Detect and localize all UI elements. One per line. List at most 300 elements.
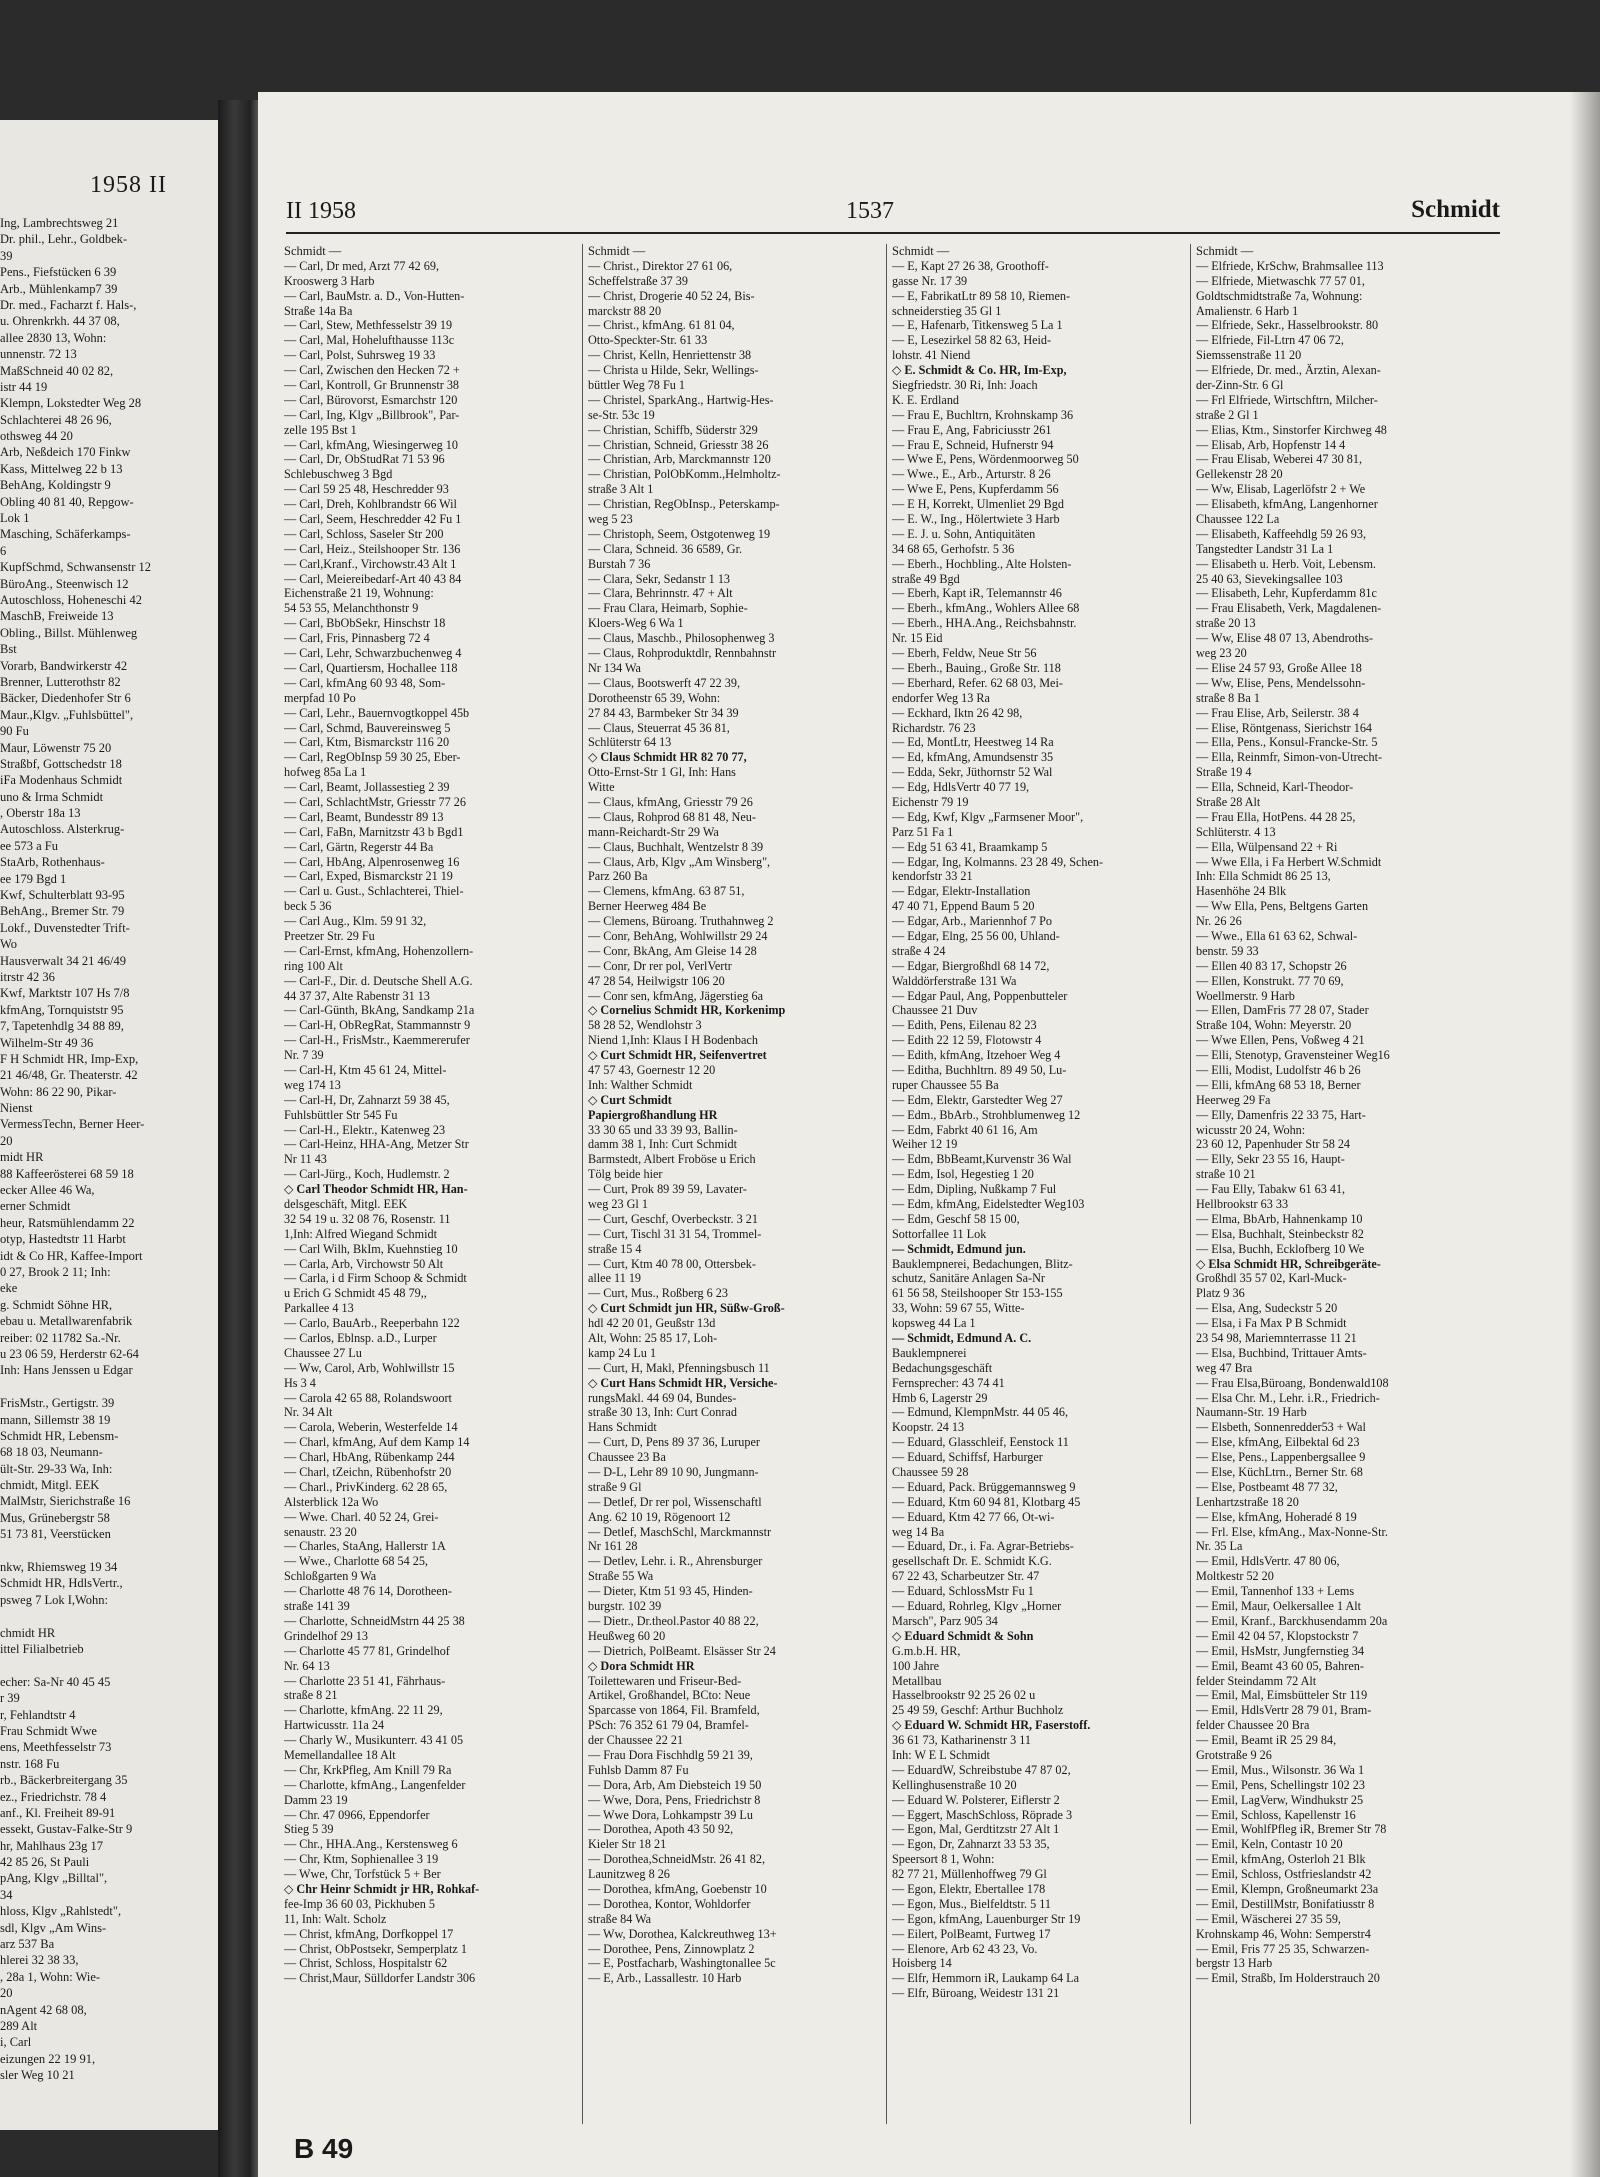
column-heading: Schmidt — — [588, 244, 646, 258]
left-page-line: Wilhelm-Str 49 36 — [0, 1035, 94, 1050]
directory-entry: — Chr. 47 0966, Eppendorfer — [284, 1807, 430, 1822]
directory-entry: — Wwe, Dora, Pens, Friedrichstr 8 — [588, 1792, 761, 1807]
directory-entry: 67 22 43, Scharbeutzer Str. 47 — [892, 1569, 1040, 1584]
left-page-line: Schmidt HR, Lebensm- — [0, 1428, 119, 1443]
directory-entry: Lenhartzstraße 18 20 — [1196, 1494, 1299, 1509]
directory-entry: ◇ E. Schmidt & Co. HR, Im-Exp, — [892, 363, 1067, 378]
directory-entry: Stieg 5 39 — [284, 1822, 334, 1837]
directory-entry: — Eduard, SchlossMstr Fu 1 — [892, 1584, 1034, 1599]
directory-entry: — Elfriede, Mietwaschk 77 57 01, — [1196, 273, 1365, 288]
left-page-line: uno & Irma Schmidt — [0, 789, 104, 804]
column-divider — [582, 244, 583, 2124]
directory-entry: Heerweg 29 Fa — [1196, 1092, 1271, 1107]
left-page-line: Kwf, Marktstr 107 Hs 7/8 — [0, 986, 130, 1001]
directory-entry: — Emil, DestillMstr, Bonifatiusstr 8 — [1196, 1896, 1375, 1911]
left-page-line: Masching, Schäferkamps- — [0, 527, 131, 542]
directory-entry: — Ella, Schneid, Karl-Theodor- — [1196, 780, 1354, 795]
left-page-line: Wo — [0, 937, 18, 952]
directory-entry: — Eduard W. Polsterer, Eiflerstr 2 — [892, 1792, 1060, 1807]
directory-entry: — Carl, Quartiersm, Hochallee 118 — [284, 660, 458, 675]
left-page-line: Dr. med., Facharzt f. Hals-, — [0, 297, 137, 312]
directory-entry: Schlüterstr. 4 13 — [1196, 824, 1276, 839]
directory-entry: ring 100 Alt — [284, 958, 343, 973]
directory-entry: — Carl-H., Elektr., Katenweg 23 — [284, 1122, 446, 1137]
directory-entry: — Ellen, Konstrukt. 77 70 69, — [1196, 973, 1344, 988]
directory-entry: Grotstraße 9 26 — [1196, 1747, 1272, 1762]
directory-entry: 23 60 12, Papenhuder Str 58 24 — [1196, 1137, 1351, 1152]
left-page-line: F H Schmidt HR, Imp-Exp, — [0, 1051, 139, 1066]
directory-entry: — Carl u. Gust., Schlachterei, Thiel- — [284, 884, 464, 899]
directory-entry: — Edgar, Biergroßhdl 68 14 72, — [892, 958, 1050, 973]
directory-entry: Metallbau — [892, 1673, 942, 1688]
directory-entry: — Carl, Kontroll, Gr Brunnenstr 38 — [284, 378, 460, 393]
directory-entry: — Ellen, DamFris 77 28 07, Stader — [1196, 1003, 1369, 1018]
directory-entry: Platz 9 36 — [1196, 1286, 1245, 1301]
left-page-line: eizungen 22 19 91, — [0, 2051, 96, 2066]
left-page-line — [0, 1608, 214, 1624]
directory-entry: schneiderstieg 35 Gl 1 — [892, 303, 1002, 318]
directory-entry: — Elisab, Arb, Hopfenstr 14 4 — [1196, 437, 1346, 452]
directory-entry: — Elsa, Buchhalt, Steinbeckstr 82 — [1196, 1226, 1364, 1241]
directory-entry: Preetzer Str. 29 Fu — [284, 928, 375, 943]
directory-entry: 23 54 98, Mariemnterrasse 11 21 — [1196, 1331, 1357, 1346]
directory-entry: — Ww, Carol, Arb, Wohlwillstr 15 — [284, 1360, 455, 1375]
directory-entry: Weiher 12 19 — [892, 1137, 958, 1152]
directory-entry: — Emil, Mus., Wilsonstr. 36 Wa 1 — [1196, 1762, 1365, 1777]
left-page-line: StaArb, Rothenhaus- — [0, 855, 105, 870]
directory-entry: — Elisabeth, kfmAng, Langenhorner — [1196, 497, 1378, 512]
directory-entry: — Eduard, Pack. Brüggemannsweg 9 — [892, 1479, 1076, 1494]
directory-entry: allee 11 19 — [588, 1271, 642, 1286]
left-page-line: Frau Schmidt Wwe — [0, 1723, 97, 1738]
directory-entry: — Ww, Dorothea, Kalckreuthweg 13+ — [588, 1926, 777, 1941]
directory-entry: straße 4 24 — [892, 943, 946, 958]
page-edge-shadow — [1570, 92, 1600, 2177]
left-page-line: 289 Alt — [0, 2018, 38, 2033]
left-page-line: Inh: Hans Jenssen u Edgar — [0, 1363, 133, 1378]
directory-entry: — Elfriede, KrSchw, Brahmsallee 113 — [1196, 258, 1384, 273]
directory-entry: — Edg, Kwf, Klgv „Farmsener Moor", — [892, 809, 1084, 824]
directory-entry: — Elsa, i Fa Max P B Schmidt — [1196, 1316, 1347, 1331]
directory-entry: — Emil, Kranf., Barckhusendamm 20a — [1196, 1613, 1388, 1628]
left-page-line: r 39 — [0, 1691, 20, 1706]
directory-entry: 47 57 43, Goernestr 12 20 — [588, 1062, 716, 1077]
directory-entry: — Edgar, Arb., Mariennhof 7 Po — [892, 914, 1052, 929]
directory-entry: — Elsa, Buchbind, Trittauer Amts- — [1196, 1345, 1367, 1360]
directory-entry: Eichenstr 79 19 — [892, 794, 969, 809]
directory-entry: Hasenhöhe 24 Blk — [1196, 884, 1287, 899]
directory-entry: Straße 55 Wa — [588, 1569, 654, 1584]
left-page-line: echer: Sa-Nr 40 45 45 — [0, 1674, 111, 1689]
directory-entry: — Charl, tZeichn, Rübenhofstr 20 — [284, 1465, 452, 1480]
left-page-line: 90 Fu — [0, 724, 29, 739]
left-page-line: VermessTechn, Berner Heer- — [0, 1117, 145, 1132]
left-page-line: r, Fehlandtstr 4 — [0, 1707, 76, 1722]
directory-entry: — Carl, Exped, Bismarckstr 21 19 — [284, 869, 453, 884]
left-page-line: pAng, Klgv „Billtal", — [0, 1871, 108, 1886]
directory-entry: — E. J. u. Sohn, Antiquitäten — [892, 526, 1036, 541]
directory-entry: hdl 42 20 01, Geußstr 13d — [588, 1316, 716, 1331]
directory-entry: — Elise, Röntgenass, Sierichstr 164 — [1196, 720, 1373, 735]
directory-entry: — Charlotte 45 77 81, Grindelhof — [284, 1643, 450, 1658]
directory-entry: — Charles, StaAng, Hallerstr 1A — [284, 1539, 446, 1554]
directory-entry: — Chr, KrkPfleg, Am Knill 79 Ra — [284, 1762, 452, 1777]
directory-entry: — Dietr., Dr.theol.Pastor 40 88 22, — [588, 1613, 759, 1628]
directory-entry: 54 53 55, Melanchthonstr 9 — [284, 601, 419, 616]
directory-entry: ◇ Claus Schmidt HR 82 70 77, — [588, 750, 747, 765]
left-page-line: midt HR — [0, 1150, 44, 1165]
directory-entry: — Clemens, Büroang. Truthahnweg 2 — [588, 914, 774, 929]
column-heading: Schmidt — — [284, 244, 342, 258]
directory-entry: Toilettewaren und Friseur-Bed- — [588, 1673, 742, 1688]
directory-entry: Krohnskamp 46, Wohn: Semperstr4 — [1196, 1926, 1371, 1941]
directory-entry: Ang. 62 10 19, Rögenoort 12 — [588, 1509, 731, 1524]
directory-entry: — Carl, Gärtn, Regerstr 44 Ba — [284, 839, 434, 854]
directory-entry: 25 40 63, Sievekingsallee 103 — [1196, 571, 1343, 586]
directory-entry: — Emil, Beamt iR 25 29 84, — [1196, 1733, 1337, 1748]
directory-entry: straße 9 Gl — [588, 1479, 642, 1494]
left-page-line: Nienst — [0, 1101, 33, 1116]
directory-entry: — Ww Ella, Pens, Beltgens Garten — [1196, 899, 1369, 914]
directory-entry: — Eberh., kfmAng., Wohlers Allee 68 — [892, 601, 1080, 616]
directory-entry: mann-Reichardt-Str 29 Wa — [588, 824, 719, 839]
directory-entry: felder Steindamm 72 Alt — [1196, 1673, 1317, 1688]
directory-entry: — Wwe Ella, i Fa Herbert W.Schmidt — [1196, 854, 1382, 869]
directory-entry: Scheffelstraße 37 39 — [588, 273, 688, 288]
directory-entry: — Frau Dora Fischhdlg 59 21 39, — [588, 1747, 753, 1762]
directory-entry: — Carl, Stew, Methfesselstr 39 19 — [284, 318, 453, 333]
left-page-line: ee 179 Bgd 1 — [0, 871, 67, 886]
left-page-line: nkw, Rhiemsweg 19 34 — [0, 1560, 118, 1575]
left-page-line: ecker Allee 46 Wa, — [0, 1183, 95, 1198]
directory-entry: — Dieter, Ktm 51 93 45, Hinden- — [588, 1584, 753, 1599]
directory-entry: — Elisabeth, Lehr, Kupferdamm 81c — [1196, 586, 1377, 601]
directory-entry: — Ella, Wülpensand 22 + Ri — [1196, 839, 1338, 854]
directory-entry: 11, Inh: Walt. Scholz — [284, 1911, 387, 1926]
directory-entry: Nr 11 43 — [284, 1152, 327, 1167]
directory-entry: — Edith 22 12 59, Flotowstr 4 — [892, 1033, 1042, 1048]
directory-entry: senaustr. 23 20 — [284, 1524, 357, 1539]
directory-entry: Nr. 26 26 — [1196, 914, 1242, 929]
directory-entry: — Eberh., Hochbling., Alte Holsten- — [892, 556, 1072, 571]
left-page-line: eke — [0, 1281, 18, 1296]
directory-entry: — Carl, Schmd, Bauvereinsweg 5 — [284, 720, 451, 735]
directory-entry: Papiergroßhandlung HR — [588, 1107, 718, 1122]
directory-entry: — Ww, Elise 48 07 13, Abendroths- — [1196, 631, 1374, 646]
directory-entry: Nr 134 Wa — [588, 660, 641, 675]
directory-entry: marckstr 88 20 — [588, 303, 662, 318]
directory-entry: G.m.b.H. HR, — [892, 1643, 961, 1658]
directory-entry: — Frau Elisab, Weberei 47 30 81, — [1196, 452, 1362, 467]
directory-entry: — Elfriede, Dr. med., Ärztin, Alexan- — [1196, 363, 1381, 378]
directory-entry: — Ella, Pens., Konsul-Francke-Str. 5 — [1196, 735, 1378, 750]
directory-entry: — Charlotte, kfmAng., Langenfelder — [284, 1777, 466, 1792]
left-page-line: itrstr 42 36 — [0, 969, 55, 984]
directory-entry: Schlüterstr 64 13 — [588, 735, 672, 750]
directory-entry: — Elsa Chr. M., Lehr. i.R., Friedrich- — [1196, 1390, 1380, 1405]
directory-entry: — Edm, Fabrkt 40 61 16, Am — [892, 1122, 1038, 1137]
directory-entry: — Christ., Direktor 27 61 06, — [588, 258, 733, 273]
directory-entry: 33, Wohn: 59 67 55, Witte- — [892, 1301, 1025, 1316]
directory-entry: — Egon, Mal, Gerdtitzstr 27 Alt 1 — [892, 1822, 1060, 1837]
directory-entry: — Dora, Arb, Am Diebsteich 19 50 — [588, 1777, 762, 1792]
left-page-column — [0, 215, 214, 2084]
directory-entry: — Elisabeth, Kaffeehdlg 59 26 93, — [1196, 526, 1367, 541]
left-page-line: ez., Friedrichstr. 78 4 — [0, 1789, 107, 1804]
left-page — [0, 120, 218, 2130]
directory-entry: — Carl Wilh, BkIm, Kuehnstieg 10 — [284, 1241, 458, 1256]
directory-entry: — Ww, Elisab, Lagerlöfstr 2 + We — [1196, 482, 1366, 497]
directory-entry: — Carl, Polst, Suhrsweg 19 33 — [284, 348, 436, 363]
directory-entry: — Elsa, Ang, Sudeckstr 5 20 — [1196, 1301, 1338, 1316]
left-page-line: reiber: 02 11782 Sa.-Nr. — [0, 1330, 121, 1345]
directory-entry: damm 38 1, Inh: Curt Schmidt — [588, 1137, 737, 1152]
directory-entry: — Schmidt, Edmund A. C. — [892, 1331, 1032, 1346]
directory-entry: — Carl-H, Dr, Zahnarzt 59 38 45, — [284, 1092, 450, 1107]
column-divider — [1190, 244, 1191, 2124]
directory-entry: Kieler Str 18 21 — [588, 1837, 667, 1852]
directory-entry: straße 8 21 — [284, 1688, 338, 1703]
directory-entry: weg 14 Ba — [892, 1524, 945, 1539]
directory-entry: — Edmund, KlempnMstr. 44 05 46, — [892, 1405, 1069, 1420]
directory-entry: straße 15 4 — [588, 1241, 642, 1256]
directory-entry: — Claus, Rohprod 68 81 48, Neu- — [588, 809, 756, 824]
directory-entry: — Claus, Arb, Klgv „Am Winsberg", — [588, 854, 771, 869]
directory-entry: — Carl, FaBn, Marnitzstr 43 b Bgd1 — [284, 824, 464, 839]
directory-entry: — Edith, Pens, Eilenau 82 23 — [892, 1018, 1037, 1033]
directory-entry: 100 Jahre — [892, 1658, 940, 1673]
directory-entry: — Elisabeth u. Herb. Voit, Lebensm. — [1196, 556, 1376, 571]
directory-entry: — Elsbeth, Sonnenredder53 + Wal — [1196, 1420, 1366, 1435]
directory-entry: Sparcasse von 1864, Fil. Bramfeld, — [588, 1703, 760, 1718]
directory-entry: — Christoph, Seem, Ostgotenweg 19 — [588, 526, 771, 541]
directory-entry: — Emil, HdlsVertr 28 79 01, Bram- — [1196, 1703, 1372, 1718]
book-gutter — [218, 100, 258, 2177]
left-page-line: Ing, Lambrechtsweg 21 — [0, 216, 119, 230]
left-page-line: arz 537 Ba — [0, 1937, 55, 1952]
page-header-year: II 1958 — [286, 198, 356, 224]
directory-entry: Schloßgarten 9 Wa — [284, 1569, 377, 1584]
directory-entry: — Claus, Maschb., Philosophenweg 3 — [588, 631, 775, 646]
directory-entry: — D-L, Lehr 89 10 90, Jungmann- — [588, 1465, 759, 1480]
directory-entry: — Carl, Meiereibedarf-Art 40 43 84 — [284, 571, 462, 586]
directory-entry: — Eduard, Rohrleg, Klgv „Horner — [892, 1599, 1062, 1614]
directory-entry: — Dorothea, kfmAng, Goebenstr 10 — [588, 1881, 767, 1896]
directory-entry: Fuhlsbüttler Str 545 Fu — [284, 1107, 398, 1122]
directory-entry: — Emil, HdlsVertr. 47 80 06, — [1196, 1554, 1340, 1569]
directory-entry: — Edgar, Ing, Kolmanns. 23 28 49, Schen- — [892, 854, 1104, 869]
directory-entry: — Emil, Keln, Contastr 10 20 — [1196, 1837, 1343, 1852]
directory-entry: — Eberh., HHA.Ang., Reichsbahnstr. — [892, 616, 1077, 631]
directory-entry: wicusstr 20 24, Wohn: — [1196, 1122, 1306, 1137]
directory-entry: hofweg 85a La 1 — [284, 765, 367, 780]
directory-entry: Inh: W E L Schmidt — [892, 1747, 990, 1762]
directory-entry: 25 49 59, Geschf: Arthur Buchholz — [892, 1703, 1064, 1718]
directory-entry: Hmb 6, Lagerstr 29 — [892, 1390, 988, 1405]
directory-entry: weg 47 Bra — [1196, 1360, 1253, 1375]
directory-entry: — Claus, Buchhalt, Wentzelstr 8 39 — [588, 839, 764, 854]
left-page-line: psweg 7 Lok I,Wohn: — [0, 1592, 109, 1607]
directory-entry: — Carl, Fris, Pinnasberg 72 4 — [284, 631, 430, 646]
directory-entry: — Chr, Ktm, Sophienallee 3 19 — [284, 1852, 439, 1867]
directory-entry: rungsMakl. 44 69 04, Bundes- — [588, 1390, 737, 1405]
directory-entry: Chaussee 23 Ba — [588, 1450, 666, 1465]
page-header-surname: Schmidt — [1411, 196, 1500, 223]
directory-entry: ruper Chaussee 55 Ba — [892, 1077, 999, 1092]
directory-entry: — Egon, Mus., Bielfeldtstr. 5 11 — [892, 1896, 1051, 1911]
directory-entry: — Detlef, MaschSchl, Marckmannstr — [588, 1524, 772, 1539]
directory-entry: Chaussee 21 Duv — [892, 1003, 978, 1018]
directory-entry: Hans Schmidt — [588, 1420, 657, 1435]
directory-entry: weg 5 23 — [588, 512, 633, 527]
directory-entry: — Ed, MontLtr, Heestweg 14 Ra — [892, 735, 1054, 750]
directory-entry: — Editha, Buchhltrn. 89 49 50, Lu- — [892, 1062, 1067, 1077]
directory-entry: Nr. 35 La — [1196, 1539, 1243, 1554]
directory-entry: Otto-Speckter-Str. 61 33 — [588, 333, 708, 348]
directory-entry: — Frau Ella, HotPens. 44 28 25, — [1196, 809, 1356, 824]
right-page — [258, 92, 1600, 2177]
directory-entry: Niend 1,Inh: Klaus I H Bodenbach — [588, 1033, 758, 1048]
directory-entry: — Emil, Beamt 43 60 05, Bahren- — [1196, 1658, 1364, 1673]
directory-entry: Marsch", Parz 905 34 — [892, 1613, 998, 1628]
left-page-line: idt & Co HR, Kaffee-Import — [0, 1248, 143, 1263]
directory-entry: — Edgar, Elektr-Installation — [892, 884, 1031, 899]
directory-entry: lohstr. 41 Niend — [892, 348, 971, 363]
directory-entry: Kellinghusenstraße 10 20 — [892, 1777, 1017, 1792]
directory-entry: Parkallee 4 13 — [284, 1301, 354, 1316]
directory-entry: — E, Kapt 27 26 38, Groothoff- — [892, 258, 1049, 273]
directory-entry: Otto-Ernst-Str 1 Gl, Inh: Hans — [588, 765, 736, 780]
directory-entry: — Emil, Straßb, Im Holderstrauch 20 — [1196, 1971, 1380, 1986]
directory-entry: — Conr, BehAng, Wohlwillstr 29 24 — [588, 928, 768, 943]
directory-entry: — Christ, kfmAng, Dorfkoppel 17 — [284, 1926, 454, 1941]
directory-entry: — Curt, Ktm 40 78 00, Ottersbek- — [588, 1256, 756, 1271]
directory-entry: — Frau Clara, Heimarb, Sophie- — [588, 601, 748, 616]
left-page-line: BüroAng., Steenwisch 12 — [0, 576, 129, 591]
left-page-line: ee 573 a Fu — [0, 838, 58, 853]
directory-entry: 44 37 37, Alte Rabenstr 31 13 — [284, 988, 430, 1003]
directory-entry: ◇ Curt Schmidt — [588, 1092, 672, 1107]
directory-entry: — Carl, Heiz., Steilshooper Str. 136 — [284, 541, 461, 556]
directory-entry: Launitzweg 8 26 — [588, 1867, 670, 1882]
directory-entry: — Christian, Arb, Marckmannstr 120 — [588, 452, 771, 467]
directory-entry: 34 68 65, Gerhofstr. 5 36 — [892, 541, 1015, 556]
directory-entry: — Carl, Dr, ObStudRat 71 53 96 — [284, 452, 445, 467]
left-page-line: Brenner, Lutterothstr 82 — [0, 674, 121, 689]
directory-entry: 47 28 54, Heilwigstr 106 20 — [588, 973, 725, 988]
directory-entry: Fernsprecher: 43 74 41 — [892, 1375, 1005, 1390]
left-page-line: BehAng., Bremer Str. 79 — [0, 904, 125, 919]
directory-entry: — Else, kfmAng, Eilbektal 6d 23 — [1196, 1435, 1360, 1450]
directory-entry: kopsweg 44 La 1 — [892, 1316, 976, 1331]
directory-entry: — Elly, Damenfris 22 33 75, Hart- — [1196, 1107, 1366, 1122]
directory-entry: gesellschaft Dr. E. Schmidt K.G. — [892, 1554, 1052, 1569]
left-page-line: hr, Mahlhaus 23g 17 — [0, 1838, 103, 1853]
directory-entry: — Curt, Geschf, Overbeckstr. 3 21 — [588, 1211, 758, 1226]
directory-entry: — Ww, Elise, Pens, Mendelssohn- — [1196, 675, 1366, 690]
directory-entry: — Dorothee, Pens, Zinnowplatz 2 — [588, 1941, 755, 1956]
directory-entry: — Carl-Jürg., Koch, Hudlemstr. 2 — [284, 1167, 450, 1182]
directory-entry: — Ed, kfmAng, Amundsenstr 35 — [892, 750, 1054, 765]
directory-entry: Walddörferstraße 131 Wa — [892, 973, 1017, 988]
left-page-line: anf., Kl. Freiheit 89-91 — [0, 1805, 116, 1820]
column-heading: Schmidt — — [1196, 244, 1254, 258]
directory-entry: — Eckhard, Iktn 26 42 98, — [892, 705, 1023, 720]
left-page-line: Bst — [0, 642, 17, 657]
page-signature: B 49 — [294, 2133, 354, 2164]
directory-column-4 — [1196, 244, 1488, 2124]
directory-entry: — Carl, Dreh, Kohlbrandstr 66 Wil — [284, 497, 457, 512]
directory-entry: — Emil, HsMstr, Jungfernstieg 34 — [1196, 1643, 1365, 1658]
directory-entry: Moltkestr 52 20 — [1196, 1569, 1274, 1584]
directory-entry: ◇ Curt Schmidt HR, Seifenvertret — [588, 1048, 767, 1063]
directory-entry: Schlebuschweg 3 Bgd — [284, 467, 393, 482]
directory-entry: — Elias, Ktm., Sinstorfer Kirchweg 48 — [1196, 422, 1387, 437]
directory-entry: — Carl, BauMstr. a. D., Von-Hutten- — [284, 288, 465, 303]
directory-entry: — Emil 42 04 57, Klopstockstr 7 — [1196, 1628, 1359, 1643]
left-page-line: iFa Modenhaus Schmidt — [0, 773, 123, 788]
left-page-line: ens, Meethfesselstr 73 — [0, 1740, 112, 1755]
directory-entry: ◇ Dora Schmidt HR — [588, 1658, 695, 1673]
directory-entry: — Christian, Schiffb, Süderstr 329 — [588, 422, 758, 437]
directory-entry: 32 54 19 u. 32 08 76, Rosenstr. 11 — [284, 1211, 451, 1226]
left-page-line: 42 85 26, St Pauli — [0, 1855, 90, 1870]
directory-entry: — Carl-Günth, BkAng, Sandkamp 21a — [284, 1003, 475, 1018]
directory-entry: — Elfriede, Sekr., Hasselbrookstr. 80 — [1196, 318, 1379, 333]
left-page-line: Lok 1 — [0, 511, 30, 526]
directory-entry: kendorfstr 33 21 — [892, 869, 973, 884]
left-page-header: 1958 II — [90, 172, 167, 198]
directory-entry: — Christ, Drogerie 40 52 24, Bis- — [588, 288, 755, 303]
directory-entry: Nr 161 28 — [588, 1539, 638, 1554]
left-page-line: hloss, Klgv „Rahlstedt", — [0, 1904, 122, 1919]
directory-entry: Tölg beide hier — [588, 1167, 663, 1182]
directory-entry: Parz 51 Fa 1 — [892, 824, 954, 839]
left-page-line: istr 44 19 — [0, 379, 48, 394]
directory-entry: ◇ Carl Theodor Schmidt HR, Han- — [284, 1182, 468, 1197]
directory-entry: Kloers-Weg 6 Wa 1 — [588, 616, 684, 631]
left-page-line: 34 — [0, 1887, 13, 1902]
directory-entry: — E, Arb., Lassallestr. 10 Harb — [588, 1971, 742, 1986]
directory-entry: straße 20 13 — [1196, 616, 1256, 631]
directory-columns — [284, 244, 1486, 2124]
directory-entry: — E, FabrikatLtr 89 58 10, Riemen- — [892, 288, 1071, 303]
left-page-line: Kass, Mittelweg 22 b 13 — [0, 461, 123, 476]
left-page-line — [0, 1379, 214, 1395]
left-page-line: , 28a 1, Wohn: Wie- — [0, 1969, 101, 1984]
directory-entry: Bedachungsgeschäft — [892, 1360, 993, 1375]
directory-entry: Sottorfallee 11 Lok — [892, 1226, 987, 1241]
directory-entry: — Charlotte 23 51 41, Fährhaus- — [284, 1673, 446, 1688]
directory-entry: Memellandallee 18 Alt — [284, 1747, 396, 1762]
directory-entry: — Eberh, Feldw, Neue Str 56 — [892, 646, 1037, 661]
left-page-line: 20 — [0, 1986, 13, 2001]
directory-entry: Alsterblick 12a Wo — [284, 1494, 379, 1509]
left-page-line: Straßbf, Gottschedstr 18 — [0, 756, 122, 771]
directory-entry: ◇ Chr Heinr Schmidt jr HR, Rohkaf- — [284, 1881, 480, 1896]
directory-entry: — Emil, LagVerw, Windhukstr 25 — [1196, 1792, 1364, 1807]
directory-entry: straße 8 Ba 1 — [1196, 690, 1260, 705]
directory-entry: — Eberh, Kapt iR, Telemannstr 46 — [892, 586, 1062, 601]
directory-entry: — Curt, Tischl 31 31 54, Trommel- — [588, 1226, 762, 1241]
directory-entry: — Christ, Kelln, Henriettenstr 38 — [588, 348, 752, 363]
left-page-line: Autoschloss, Hoheneschi 42 — [0, 592, 142, 607]
directory-entry: — Carola 42 65 88, Rolandswoort — [284, 1390, 452, 1405]
directory-entry: — Carl-H., FrisMstr., Kaemmererufer — [284, 1033, 470, 1048]
left-page-line: 39 — [0, 248, 13, 263]
directory-entry: — Eberhard, Refer. 62 68 03, Mei- — [892, 675, 1063, 690]
directory-column-3 — [892, 244, 1184, 2124]
